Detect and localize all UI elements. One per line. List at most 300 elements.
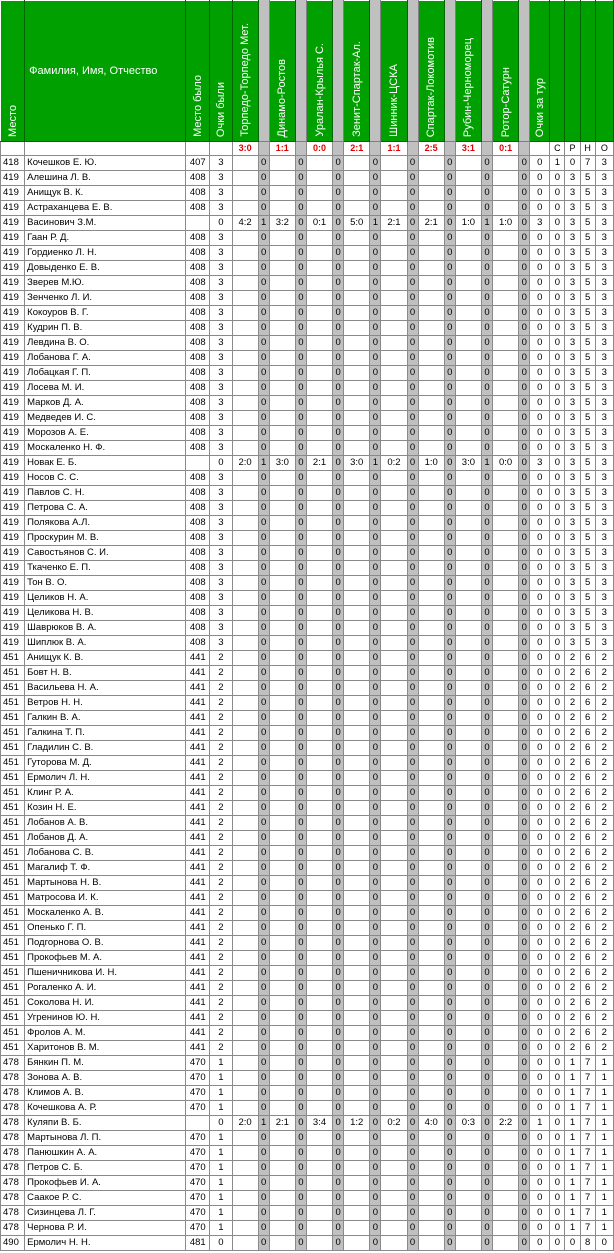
cell-match-points: 0 <box>519 1011 530 1026</box>
cell-prediction <box>493 831 519 846</box>
cell-match-points: 0 <box>481 411 492 426</box>
cell-was-points: 2 <box>210 801 232 816</box>
cell-match-points: 0 <box>370 696 381 711</box>
cell-stat: 7 <box>580 1101 595 1116</box>
cell-prediction <box>344 1041 370 1056</box>
cell-stat: 3 <box>595 156 613 171</box>
cell-match-points: 0 <box>258 1191 269 1206</box>
cell-match-points: 0 <box>295 171 306 186</box>
cell-prediction <box>493 756 519 771</box>
cell-prediction <box>232 591 258 606</box>
cell-match-points: 0 <box>370 891 381 906</box>
cell-match-points: 0 <box>444 396 455 411</box>
cell-prediction <box>493 936 519 951</box>
cell-prediction <box>269 516 295 531</box>
cell-prediction <box>269 801 295 816</box>
cell-name: Лобанов Д. А. <box>25 831 186 846</box>
cell-match-points: 0 <box>407 996 418 1011</box>
cell-prediction <box>232 246 258 261</box>
cell-prediction <box>269 636 295 651</box>
cell-prediction <box>306 516 332 531</box>
cell-prediction <box>269 966 295 981</box>
cell-prediction <box>306 531 332 546</box>
header-match-points-2 <box>333 1 344 142</box>
cell-match-points: 0 <box>295 651 306 666</box>
table-row <box>1 441 614 456</box>
cell-prediction <box>493 891 519 906</box>
cell-stat: 3 <box>565 216 580 231</box>
cell-prediction <box>232 696 258 711</box>
cell-prediction <box>269 816 295 831</box>
cell-match-points: 0 <box>444 471 455 486</box>
cell-place: 478 <box>1 1116 25 1131</box>
cell-prediction <box>306 291 332 306</box>
cell-match-points: 0 <box>295 756 306 771</box>
cell-prediction <box>269 981 295 996</box>
cell-match-points: 0 <box>370 966 381 981</box>
cell-match-points: 0 <box>258 1131 269 1146</box>
cell-match-points: 0 <box>407 726 418 741</box>
cell-tour-points: 0 <box>530 531 550 546</box>
cell-prediction <box>306 951 332 966</box>
cell-match-points: 0 <box>519 291 530 306</box>
cell-stat: 7 <box>580 1191 595 1206</box>
cell-name: Медведев И. С. <box>25 411 186 426</box>
cell-prediction <box>269 1206 295 1221</box>
cell-prediction <box>493 666 519 681</box>
cell-stat: 0 <box>550 741 565 756</box>
cell-stat: 2 <box>565 696 580 711</box>
cell-was-place: 408 <box>186 621 210 636</box>
cell-prediction <box>418 846 444 861</box>
cell-stat: 5 <box>580 261 595 276</box>
cell-stat: 2 <box>595 741 613 756</box>
cell-was-place: 408 <box>186 396 210 411</box>
cell-match-points: 0 <box>407 711 418 726</box>
cell-match-points: 0 <box>295 1176 306 1191</box>
cell-prediction <box>306 246 332 261</box>
cell-prediction <box>418 711 444 726</box>
cell-prediction <box>455 1056 481 1071</box>
cell-match-points: 0 <box>519 771 530 786</box>
cell-match-points: 0 <box>519 651 530 666</box>
cell-match-points: 0 <box>519 711 530 726</box>
cell-match-points: 0 <box>295 1131 306 1146</box>
cell-tour-points: 0 <box>530 291 550 306</box>
cell-match-points: 0 <box>444 1116 455 1131</box>
table-row <box>1 1161 614 1176</box>
cell-prediction <box>269 771 295 786</box>
cell-name: Прокофьев М. А. <box>25 951 186 966</box>
cell-stat: 0 <box>550 1086 565 1101</box>
table-row <box>1 1086 614 1101</box>
cell-match-points: 0 <box>258 516 269 531</box>
cell-prediction <box>381 1191 407 1206</box>
cell-stat: 1 <box>565 1206 580 1221</box>
cell-prediction <box>344 411 370 426</box>
cell-match-points: 0 <box>519 1221 530 1236</box>
cell-prediction <box>418 1146 444 1161</box>
cell-prediction <box>455 816 481 831</box>
cell-stat: 0 <box>550 846 565 861</box>
cell-was-points: 2 <box>210 846 232 861</box>
cell-stat: 1 <box>565 1161 580 1176</box>
cell-tour-points: 0 <box>530 246 550 261</box>
cell-prediction <box>381 801 407 816</box>
header-match-points-0 <box>258 1 269 142</box>
cell-name: Кудрин П. В. <box>25 321 186 336</box>
cell-prediction <box>232 1191 258 1206</box>
cell-match-points: 0 <box>370 786 381 801</box>
cell-prediction <box>306 1071 332 1086</box>
cell-match-points: 0 <box>333 366 344 381</box>
cell-was-points: 3 <box>210 231 232 246</box>
cell-prediction <box>306 1161 332 1176</box>
cell-prediction <box>493 306 519 321</box>
cell-prediction <box>269 231 295 246</box>
cell-match-points: 0 <box>258 411 269 426</box>
cell-stat: 2 <box>595 816 613 831</box>
cell-name: Соколова Н. И. <box>25 996 186 1011</box>
cell-match-points: 0 <box>519 756 530 771</box>
cell-match-points: 0 <box>258 891 269 906</box>
cell-stat: 2 <box>565 786 580 801</box>
cell-prediction <box>269 531 295 546</box>
cell-prediction <box>455 336 481 351</box>
cell-match-points: 0 <box>407 351 418 366</box>
cell-was-place: 408 <box>186 426 210 441</box>
cell-match-points: 0 <box>481 1191 492 1206</box>
cell-match-points: 0 <box>258 501 269 516</box>
cell-was-place: 441 <box>186 666 210 681</box>
cell-stat: 1 <box>565 1116 580 1131</box>
cell-match-points: 0 <box>481 846 492 861</box>
cell-match-points: 0 <box>519 831 530 846</box>
cell-stat: 0 <box>550 231 565 246</box>
cell-stat: 2 <box>565 1026 580 1041</box>
cell-stat: 5 <box>580 636 595 651</box>
cell-match-points: 0 <box>258 861 269 876</box>
cell-prediction <box>306 1131 332 1146</box>
cell-name: Харитонов В. М. <box>25 1041 186 1056</box>
cell-match-points: 0 <box>295 891 306 906</box>
cell-prediction <box>306 1221 332 1236</box>
table-row <box>1 276 614 291</box>
cell-stat: 1 <box>595 1086 613 1101</box>
cell-prediction <box>381 921 407 936</box>
cell-match-points: 0 <box>444 456 455 471</box>
cell-place: 478 <box>1 1176 25 1191</box>
cell-match-points: 1 <box>481 456 492 471</box>
cell-prediction <box>418 771 444 786</box>
cell-match-points: 0 <box>407 1161 418 1176</box>
cell-prediction <box>344 786 370 801</box>
cell-match-points: 0 <box>481 1116 492 1131</box>
cell-stat: 3 <box>565 246 580 261</box>
cell-tour-points: 0 <box>530 1086 550 1101</box>
cell-match-points: 0 <box>295 966 306 981</box>
cell-name: Новак Е. Б. <box>25 456 186 471</box>
cell-match-points: 0 <box>519 1206 530 1221</box>
cell-match-points: 0 <box>519 681 530 696</box>
cell-stat: 3 <box>595 186 613 201</box>
cell-stat: 6 <box>580 906 595 921</box>
cell-prediction <box>455 936 481 951</box>
cell-prediction <box>269 786 295 801</box>
cell-match-points: 0 <box>519 471 530 486</box>
cell-name: Шиплюк В. А. <box>25 636 186 651</box>
cell-stat: 2 <box>595 1011 613 1026</box>
cell-match-points: 0 <box>295 336 306 351</box>
cell-prediction <box>455 441 481 456</box>
cell-match-points: 0 <box>333 411 344 426</box>
cell-was-place: 408 <box>186 186 210 201</box>
cell-prediction <box>269 1191 295 1206</box>
cell-match-points: 0 <box>519 1071 530 1086</box>
cell-match-points: 0 <box>519 501 530 516</box>
cell-match-points: 0 <box>295 726 306 741</box>
cell-was-points: 2 <box>210 1026 232 1041</box>
cell-match-points: 0 <box>481 171 492 186</box>
table-row <box>1 1101 614 1116</box>
cell-was-place: 408 <box>186 546 210 561</box>
cell-match-points: 0 <box>407 276 418 291</box>
cell-was-place: 470 <box>186 1101 210 1116</box>
cell-name: Ветров Н. Н. <box>25 696 186 711</box>
table-header <box>1 1 614 142</box>
header-was-place: Место было <box>186 1 210 142</box>
cell-stat: 2 <box>565 936 580 951</box>
cell-prediction <box>344 906 370 921</box>
cell-prediction <box>381 411 407 426</box>
table-row <box>1 936 614 951</box>
cell-stat: 0 <box>595 1236 613 1251</box>
header-match-2: Уралан-Крылья С. <box>306 1 332 142</box>
cell-tour-points: 0 <box>530 501 550 516</box>
cell-prediction <box>455 711 481 726</box>
cell-prediction <box>232 1206 258 1221</box>
cell-stat: 0 <box>550 306 565 321</box>
cell-stat: 0 <box>550 876 565 891</box>
cell-match-points: 0 <box>333 936 344 951</box>
cell-prediction <box>344 576 370 591</box>
cell-prediction <box>493 771 519 786</box>
cell-prediction <box>418 876 444 891</box>
cell-stat: 0 <box>550 1236 565 1251</box>
cell-prediction <box>232 426 258 441</box>
cell-prediction <box>306 1086 332 1101</box>
cell-prediction <box>232 351 258 366</box>
cell-match-points: 0 <box>370 846 381 861</box>
cell-place: 419 <box>1 186 25 201</box>
cell-prediction <box>232 171 258 186</box>
cell-match-points: 0 <box>481 546 492 561</box>
cell-prediction <box>418 1131 444 1146</box>
cell-prediction <box>455 591 481 606</box>
cell-prediction <box>381 1086 407 1101</box>
cell-match-points: 0 <box>295 921 306 936</box>
cell-match-points: 0 <box>295 1056 306 1071</box>
cell-match-points: 0 <box>519 906 530 921</box>
cell-prediction <box>344 651 370 666</box>
cell-stat: 6 <box>580 831 595 846</box>
cell-prediction <box>232 891 258 906</box>
cell-prediction <box>381 711 407 726</box>
cell-match-points: 0 <box>370 336 381 351</box>
cell-place: 419 <box>1 291 25 306</box>
cell-match-points: 0 <box>407 981 418 996</box>
cell-match-points: 0 <box>258 1236 269 1251</box>
cell-match-points: 0 <box>407 531 418 546</box>
cell-place: 419 <box>1 516 25 531</box>
cell-match-points: 0 <box>519 396 530 411</box>
cell-tour-points: 0 <box>530 186 550 201</box>
cell-match-points: 0 <box>258 741 269 756</box>
cell-prediction <box>306 276 332 291</box>
cell-prediction <box>306 486 332 501</box>
cell-match-points: 0 <box>481 696 492 711</box>
cell-match-points: 0 <box>370 186 381 201</box>
cell-stat: 3 <box>595 336 613 351</box>
cell-prediction <box>269 1071 295 1086</box>
cell-prediction <box>232 1086 258 1101</box>
cell-match-points: 0 <box>370 621 381 636</box>
cell-match-points: 0 <box>295 1161 306 1176</box>
cell-was-points: 1 <box>210 1206 232 1221</box>
cell-prediction <box>269 951 295 966</box>
cell-was-place: 441 <box>186 1041 210 1056</box>
cell-prediction <box>418 261 444 276</box>
cell-prediction <box>306 681 332 696</box>
cell-match-points: 0 <box>519 531 530 546</box>
cell-prediction <box>418 861 444 876</box>
cell-was-points: 2 <box>210 981 232 996</box>
cell-prediction <box>493 576 519 591</box>
cell-match-points: 0 <box>519 1176 530 1191</box>
cell-prediction <box>232 1071 258 1086</box>
cell-match-points: 0 <box>295 1236 306 1251</box>
cell-match-points: 0 <box>370 666 381 681</box>
cell-prediction <box>455 741 481 756</box>
cell-match-points: 0 <box>407 291 418 306</box>
cell-prediction <box>381 576 407 591</box>
cell-match-points: 0 <box>519 336 530 351</box>
cell-match-points: 0 <box>407 441 418 456</box>
cell-match-points: 0 <box>407 1041 418 1056</box>
cell-match-points: 0 <box>333 921 344 936</box>
cell-prediction <box>418 1176 444 1191</box>
cell-match-points: 0 <box>333 171 344 186</box>
cell-match-points: 0 <box>258 636 269 651</box>
cell-match-points: 0 <box>519 321 530 336</box>
cell-match-points: 0 <box>444 501 455 516</box>
cell-stat: 8 <box>580 1236 595 1251</box>
cell-was-place: 408 <box>186 306 210 321</box>
cell-match-points: 0 <box>444 591 455 606</box>
cell-prediction <box>418 186 444 201</box>
cell-tour-points: 0 <box>530 561 550 576</box>
cell-match-points: 0 <box>258 546 269 561</box>
cell-stat: 3 <box>565 456 580 471</box>
cell-place: 478 <box>1 1206 25 1221</box>
cell-match-points: 0 <box>444 876 455 891</box>
cell-stat: 3 <box>565 576 580 591</box>
cell-match-points: 0 <box>333 1176 344 1191</box>
cell-match-points: 0 <box>519 171 530 186</box>
cell-stat: 0 <box>550 1071 565 1086</box>
cell-match-points: 0 <box>295 306 306 321</box>
cell-match-points: 0 <box>333 276 344 291</box>
cell-match-points: 0 <box>370 531 381 546</box>
cell-match-points: 0 <box>407 396 418 411</box>
cell-prediction <box>306 996 332 1011</box>
table-row <box>1 666 614 681</box>
cell-match-points: 0 <box>258 426 269 441</box>
cell-was-points: 3 <box>210 546 232 561</box>
cell-match-points: 0 <box>481 1056 492 1071</box>
cell-prediction: 0:1 <box>306 216 332 231</box>
cell-prediction <box>455 156 481 171</box>
cell-match-points: 0 <box>258 591 269 606</box>
cell-match-points: 0 <box>258 786 269 801</box>
cell-match-points: 0 <box>444 726 455 741</box>
cell-stat: 0 <box>550 546 565 561</box>
cell-match-points: 0 <box>333 576 344 591</box>
cell-match-points: 0 <box>519 666 530 681</box>
cell-prediction <box>381 846 407 861</box>
cell-stat: 3 <box>565 411 580 426</box>
cell-match-points: 0 <box>519 306 530 321</box>
cell-match-points: 0 <box>295 1026 306 1041</box>
cell-match-points: 0 <box>295 246 306 261</box>
cell-match-points: 0 <box>444 891 455 906</box>
cell-stat: 5 <box>580 441 595 456</box>
cell-name: Лобанова С. В. <box>25 846 186 861</box>
cell-match-points: 0 <box>481 756 492 771</box>
cell-name: Угренинов Ю. Н. <box>25 1011 186 1026</box>
cell-tour-points: 0 <box>530 1161 550 1176</box>
cell-place: 478 <box>1 1071 25 1086</box>
cell-was-points: 1 <box>210 1056 232 1071</box>
cell-tour-points: 0 <box>530 306 550 321</box>
cell-prediction: 0:2 <box>381 456 407 471</box>
cell-stat: 5 <box>580 471 595 486</box>
cell-stat: 0 <box>550 531 565 546</box>
cell-prediction <box>455 1086 481 1101</box>
cell-name: Саакое Р. С. <box>25 1191 186 1206</box>
cell-prediction: 2:1 <box>418 216 444 231</box>
cell-stat: 5 <box>580 606 595 621</box>
cell-match-points: 0 <box>295 906 306 921</box>
cell-stat: 6 <box>580 891 595 906</box>
cell-prediction <box>306 351 332 366</box>
cell-match-points: 0 <box>444 681 455 696</box>
cell-prediction <box>381 1131 407 1146</box>
cell-prediction <box>344 351 370 366</box>
cell-match-points: 0 <box>407 456 418 471</box>
cell-stat: 1 <box>595 1221 613 1236</box>
cell-name: Панюшкин А. А. <box>25 1146 186 1161</box>
cell-match-points: 0 <box>481 396 492 411</box>
header-match-points-4 <box>407 1 418 142</box>
cell-was-points: 1 <box>210 1101 232 1116</box>
cell-prediction <box>269 1236 295 1251</box>
cell-match-points: 0 <box>444 1071 455 1086</box>
cell-prediction: 4:2 <box>232 216 258 231</box>
cell-place: 419 <box>1 426 25 441</box>
cell-place: 451 <box>1 906 25 921</box>
cell-prediction <box>418 501 444 516</box>
